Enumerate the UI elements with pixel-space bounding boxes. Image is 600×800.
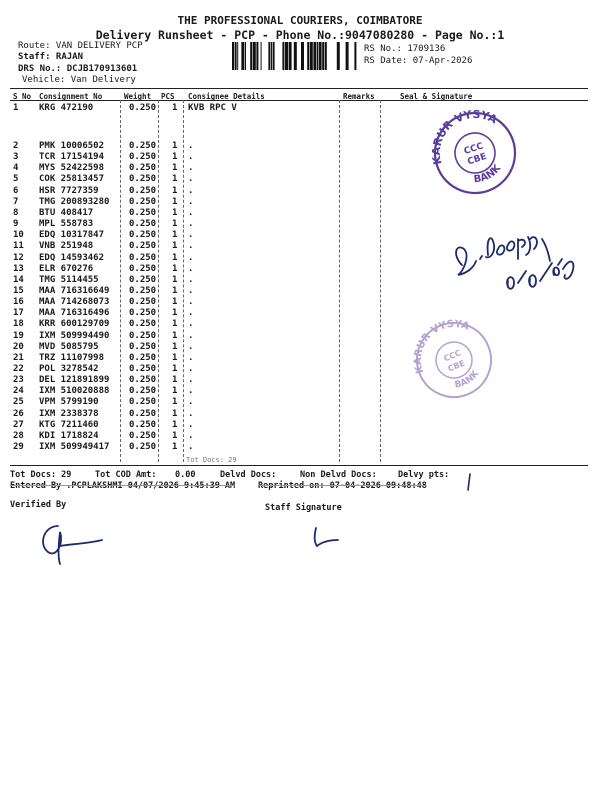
table-row: [0, 397, 600, 408]
stamp2-center-line1: CCC: [442, 348, 463, 364]
row-weight: 0.250: [129, 308, 157, 319]
stamp2-center-line2: CBE: [446, 358, 467, 374]
col-header-seal: Seal & Signature: [400, 92, 473, 101]
table-row: [0, 342, 600, 353]
row-weight: 0.250: [129, 274, 157, 285]
row-pcs: 1: [172, 152, 178, 163]
row-consignment-no: KRG 472190: [39, 103, 94, 113]
row-pcs: 1: [172, 274, 178, 285]
row-pcs: 1: [172, 430, 178, 441]
row-consignment-no: IXM 509994490: [39, 330, 110, 341]
row-sno: 20: [13, 341, 24, 352]
table-top-rule: [10, 88, 588, 89]
row-weight: 0.250: [129, 207, 157, 218]
row-consignee: KVB RPC V: [188, 103, 237, 113]
col-header-pcs: PCS: [161, 92, 175, 101]
row-consignment-no: PMK 10006502: [39, 141, 105, 151]
delvy-pts-mark: [462, 472, 482, 492]
bank-stamp: [430, 108, 520, 198]
row-pcs: 1: [172, 103, 178, 113]
row-weight: 0.250: [129, 103, 157, 113]
row-pcs: 1: [172, 207, 178, 218]
row-sno: 6: [13, 185, 19, 196]
row-sno: 3: [13, 152, 19, 163]
row-consignee: .: [188, 241, 194, 252]
non-delvd-docs: Non Delvd Docs:: [300, 470, 377, 480]
summary-rule: [10, 465, 588, 466]
row-pcs: 1: [172, 163, 178, 174]
row-weight: 0.250: [129, 408, 157, 419]
row-weight: 0.250: [129, 196, 157, 207]
row-consignee: .: [188, 397, 194, 408]
tot-cod-amount: 0.00: [175, 470, 196, 480]
row-sno: 7: [13, 196, 19, 207]
barcode-bar: [282, 42, 284, 70]
stamp2-top-text: KARUR VYSYA: [412, 318, 471, 375]
row-consignee: .: [188, 419, 194, 430]
table-row: [0, 409, 600, 420]
row-pcs: 1: [172, 297, 178, 308]
barcode-bar: [253, 42, 256, 70]
row-sno: 27: [13, 419, 24, 430]
row-weight: 0.250: [129, 330, 157, 341]
row-pcs: 1: [172, 364, 178, 374]
row-consignee: .: [188, 430, 194, 441]
row-consignee: .: [188, 442, 194, 453]
row-consignee: .: [188, 319, 194, 330]
tot-docs: Tot Docs: 29: [10, 470, 72, 480]
row-pcs: 1: [172, 174, 178, 185]
row-consignment-no: ELR 670276: [39, 263, 94, 274]
row-consignee: .: [188, 285, 194, 296]
tot-docs-note: Tot Docs: 29: [186, 456, 237, 464]
table-row: [0, 197, 600, 208]
row-consignee: .: [188, 408, 194, 419]
barcode-bar: [307, 42, 309, 70]
row-consignment-no: MPL 558783: [39, 219, 94, 230]
table-row: [0, 353, 600, 364]
table-row: [0, 208, 600, 219]
col-header-weight: Weight: [124, 92, 152, 101]
row-sno: 22: [13, 364, 24, 374]
row-pcs: 1: [172, 386, 178, 397]
table-row: [0, 319, 600, 330]
stamp-top-text: KARUR VYSYA: [429, 107, 500, 166]
row-consignment-no: EDQ 10317847: [39, 230, 105, 241]
row-consignment-no: POL 3278542: [39, 364, 99, 374]
row-consignee: .: [188, 141, 194, 151]
barcode-bar: [346, 42, 349, 70]
row-consignee: .: [188, 163, 194, 174]
row-consignment-no: KDI 1718824: [39, 430, 99, 441]
row-sno: 25: [13, 397, 24, 408]
barcode-bar: [256, 42, 258, 70]
row-weight: 0.250: [129, 174, 157, 185]
row-consignment-no: MAA 716316649: [39, 285, 110, 296]
row-sno: 14: [13, 274, 24, 285]
row-weight: 0.250: [129, 352, 157, 363]
table-row: [0, 364, 600, 375]
row-consignee: .: [188, 274, 194, 285]
row-weight: 0.250: [129, 397, 157, 408]
row-sno: 16: [13, 297, 24, 308]
barcode-bar: [317, 42, 318, 70]
row-consignment-no: MVD 5085795: [39, 341, 99, 352]
drs-number: DRS No.: DCJB170913601: [18, 64, 138, 74]
row-consignee: .: [188, 207, 194, 218]
row-weight: 0.250: [129, 163, 157, 174]
row-weight: 0.250: [129, 241, 157, 252]
row-sno: 1: [13, 103, 19, 113]
row-consignee: .: [188, 230, 194, 241]
row-weight: 0.250: [129, 141, 157, 151]
row-weight: 0.250: [129, 263, 157, 274]
row-sno: 8: [13, 207, 19, 218]
row-consignee: .: [188, 375, 194, 386]
col-header-remarks: Remarks: [343, 92, 375, 101]
row-pcs: 1: [172, 252, 178, 263]
row-consignee: .: [188, 364, 194, 374]
row-consignee: .: [188, 152, 194, 163]
row-consignment-no: BTU 408417: [39, 207, 94, 218]
row-consignment-no: MAA 716316496: [39, 308, 110, 319]
row-sno: 10: [13, 230, 24, 241]
row-consignee: .: [188, 352, 194, 363]
row-weight: 0.250: [129, 375, 157, 386]
row-pcs: 1: [172, 375, 178, 386]
row-weight: 0.250: [129, 430, 157, 441]
row-pcs: 1: [172, 319, 178, 330]
bank-stamp-faded: [412, 318, 496, 402]
row-sno: 17: [13, 308, 24, 319]
stamp-bottom-text: BANK: [473, 162, 504, 186]
row-sno: 23: [13, 375, 24, 386]
row-pcs: 1: [172, 442, 178, 453]
row-consignee: .: [188, 330, 194, 341]
stamp2-bottom-text: BANK: [453, 369, 482, 391]
entered-by: Entered By .PCPLAKSHMI 04/07/2026 9:45:39 AM: [10, 481, 236, 491]
barcode-bar: [235, 42, 237, 70]
row-consignee: .: [188, 174, 194, 185]
row-pcs: 1: [172, 397, 178, 408]
row-sno: 5: [13, 174, 19, 185]
barcode-bar: [241, 42, 244, 70]
barcode-bar: [271, 42, 272, 70]
row-consignee: .: [188, 252, 194, 263]
stamp-center-line2: CBE: [466, 151, 489, 168]
staff-label: Staff: RAJAN: [18, 52, 84, 62]
row-consignment-no: TRZ 11107998: [39, 352, 105, 363]
row-sno: 9: [13, 219, 19, 230]
row-pcs: 1: [172, 230, 178, 241]
row-sno: 11: [13, 241, 24, 252]
barcode-bar: [237, 42, 238, 70]
table-header-rule: [10, 100, 588, 101]
row-consignment-no: TCR 17154194: [39, 152, 105, 163]
row-pcs: 1: [172, 419, 178, 430]
rs-date: RS Date: 07-Apr-2026: [364, 56, 473, 66]
delvd-docs: Delvd Docs:: [220, 470, 277, 480]
row-weight: 0.250: [129, 319, 157, 330]
row-consignment-no: IXM 510020888: [39, 386, 110, 397]
row-sno: 18: [13, 319, 24, 330]
stamp-center-line1: CCC: [462, 141, 485, 158]
row-consignment-no: VNB 251948: [39, 241, 94, 252]
row-consignee: .: [188, 263, 194, 274]
row-consignment-no: MYS 52422598: [39, 163, 105, 174]
row-consignee: .: [188, 185, 194, 196]
row-consignment-no: TMG 5114455: [39, 274, 99, 285]
row-pcs: 1: [172, 141, 178, 151]
barcode-bar: [232, 42, 234, 70]
row-consignment-no: MAA 714268073: [39, 297, 110, 308]
row-sno: 29: [13, 442, 24, 453]
staff-signature-label: Staff Signature: [265, 503, 342, 513]
tot-cod-label: Tot COD Amt:: [95, 470, 157, 480]
svg-text:KARUR VYSYA: [400, 311, 481, 376]
row-sno: 26: [13, 408, 24, 419]
table-row: [0, 431, 600, 442]
barcode-bar: [325, 42, 327, 70]
barcode-bar: [322, 42, 324, 70]
vehicle-label: Vehicle: Van Delivery: [22, 75, 136, 85]
barcode-bar: [289, 42, 292, 70]
row-pcs: 1: [172, 330, 178, 341]
row-weight: 0.250: [129, 364, 157, 374]
row-weight: 0.250: [129, 185, 157, 196]
row-weight: 0.250: [129, 285, 157, 296]
row-sno: 4: [13, 163, 19, 174]
table-row: [0, 420, 600, 431]
staff-signature: [308, 524, 348, 554]
row-consignment-no: KRR 600129709: [39, 319, 110, 330]
row-weight: 0.250: [129, 419, 157, 430]
barcode-bar: [301, 42, 304, 70]
row-pcs: 1: [172, 341, 178, 352]
row-weight: 0.250: [129, 386, 157, 397]
row-weight: 0.250: [129, 152, 157, 163]
row-consignment-no: HSR 7727359: [39, 185, 99, 196]
row-consignee: .: [188, 297, 194, 308]
barcode-bar: [273, 42, 275, 70]
row-pcs: 1: [172, 263, 178, 274]
row-sno: 2: [13, 141, 19, 151]
row-consignee: .: [188, 308, 194, 319]
row-sno: 12: [13, 252, 24, 263]
row-consignment-no: DEL 121891899: [39, 375, 110, 386]
row-consignee: .: [188, 219, 194, 230]
barcode-bar: [250, 42, 252, 70]
row-consignee: .: [188, 196, 194, 207]
row-consignee: .: [188, 386, 194, 397]
table-row: [0, 331, 600, 342]
barcode-bar: [245, 42, 246, 70]
row-pcs: 1: [172, 241, 178, 252]
row-weight: 0.250: [129, 341, 157, 352]
barcode-bar: [319, 42, 322, 70]
row-sno: 28: [13, 430, 24, 441]
row-consignment-no: COK 25813457: [39, 174, 105, 185]
row-pcs: 1: [172, 219, 178, 230]
row-sno: 13: [13, 263, 24, 274]
row-consignee: .: [188, 341, 194, 352]
table-row: [0, 386, 600, 397]
row-pcs: 1: [172, 185, 178, 196]
row-consignment-no: EDQ 14593462: [39, 252, 105, 263]
row-consignment-no: VPM 5799190: [39, 397, 99, 408]
barcode-bar: [268, 42, 270, 70]
table-row: [0, 308, 600, 319]
col-header-consignee: Consignee Details: [188, 92, 265, 101]
row-consignment-no: IXM 2338378: [39, 408, 99, 419]
row-pcs: 1: [172, 308, 178, 319]
barcode-bar: [337, 42, 340, 70]
barcode-bar: [313, 42, 316, 70]
barcode-bar: [354, 42, 356, 70]
runsheet-title: Delivery Runsheet - PCP - Phone No.:9047080280 - Page No.:1: [95, 28, 505, 42]
table-row: [0, 375, 600, 386]
row-pcs: 1: [172, 352, 178, 363]
row-pcs: 1: [172, 196, 178, 207]
row-weight: 0.250: [129, 230, 157, 241]
row-weight: 0.250: [129, 252, 157, 263]
route-label: Route: VAN DELIVERY PCP: [18, 41, 143, 51]
delvy-pts: Delvy pts:: [398, 470, 450, 480]
barcode-bar: [261, 42, 262, 70]
barcode-bar: [310, 42, 313, 70]
row-weight: 0.250: [129, 219, 157, 230]
reprinted-on: Reprinted on: 07-04-2026 09:48:48: [258, 481, 427, 491]
col-header-consignment: Consignment No: [39, 92, 103, 101]
table-row: [0, 442, 600, 453]
barcode-bar: [285, 42, 288, 70]
row-sno: 21: [13, 352, 24, 363]
barcode-bar: [294, 42, 297, 70]
row-sno: 24: [13, 386, 24, 397]
verifier-signature: [30, 518, 110, 568]
handwritten-delivery-note: [448, 225, 588, 300]
rs-number: RS No.: 1709136: [364, 44, 446, 54]
company-title: THE PROFESSIONAL COURIERS, COIMBATORE: [177, 14, 423, 27]
row-sno: 15: [13, 285, 24, 296]
barcode: [232, 42, 360, 70]
row-consignment-no: IXM 509949417: [39, 442, 110, 453]
row-consignment-no: KTG 7211460: [39, 419, 99, 430]
row-pcs: 1: [172, 285, 178, 296]
row-weight: 0.250: [129, 442, 157, 453]
row-consignment-no: TMG 200893280: [39, 196, 110, 207]
row-weight: 0.250: [129, 297, 157, 308]
col-header-sno: S No: [13, 92, 32, 101]
row-pcs: 1: [172, 408, 178, 419]
row-sno: 19: [13, 330, 24, 341]
verified-by-label: Verified By: [10, 500, 67, 510]
